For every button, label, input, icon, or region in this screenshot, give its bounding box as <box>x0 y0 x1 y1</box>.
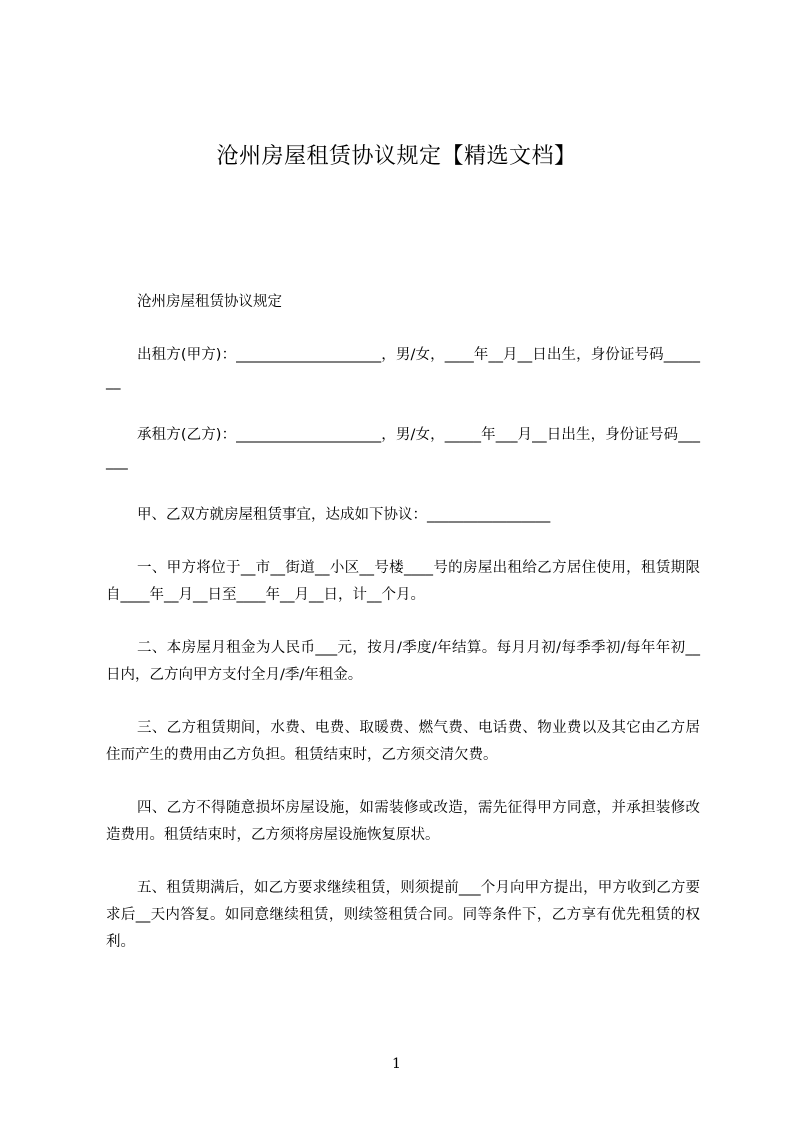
paragraph-clause-1: 一、甲方将位于__市__街道__小区__号楼____号的房屋出租给乙方居住使用，租赁期限自____年__月__日至____年__月__日，计__个月。 <box>106 560 700 603</box>
paragraph-clause-4: 四、乙方不得随意损坏房屋设施，如需装修或改造，需先征得甲方同意，并承担装修改造费用。租赁结束时，乙方须将房屋设施恢复原状。 <box>106 800 700 843</box>
paragraph-lessor: 出租方(甲方)：____________________，男/女，____年__月__日出生，身份证号码_______ <box>106 347 700 390</box>
paragraph-clause-3: 三、乙方租赁期间，水费、电费、取暖费、燃气费、电话费、物业费以及其它由乙方居住而产生的费用由乙方负担。租赁结束时，乙方须交清欠费。 <box>106 720 700 763</box>
paragraph-clause-5: 五、租赁期满后，如乙方要求继续租赁，则须提前___个月向甲方提出，甲方收到乙方要求后__天内答复。如同意继续租赁，则续签租赁合同。同等条件下，乙方享有优先租赁的权利。 <box>106 880 700 950</box>
page-number: 1 <box>392 1056 401 1072</box>
paragraph-lessee: 承租方(乙方)：____________________，男/女，_____年___月__日出生，身份证号码______ <box>106 427 700 470</box>
paragraph-agreement-intro: 甲、乙双方就房屋租赁事宜，达成如下协议：_________________ <box>137 507 551 523</box>
document-body <box>106 289 700 982</box>
paragraph-clause-2: 二、本房屋月租金为人民币___元，按月/季度/年结算。每月月初/每季季初/每年年初__日内，乙方向甲方支付全月/季/年租金。 <box>106 640 700 683</box>
paragraph-heading: 沧州房屋租赁协议规定 <box>137 294 282 310</box>
document-title: 沧州房屋租赁协议规定【精选文档】 <box>216 144 577 169</box>
